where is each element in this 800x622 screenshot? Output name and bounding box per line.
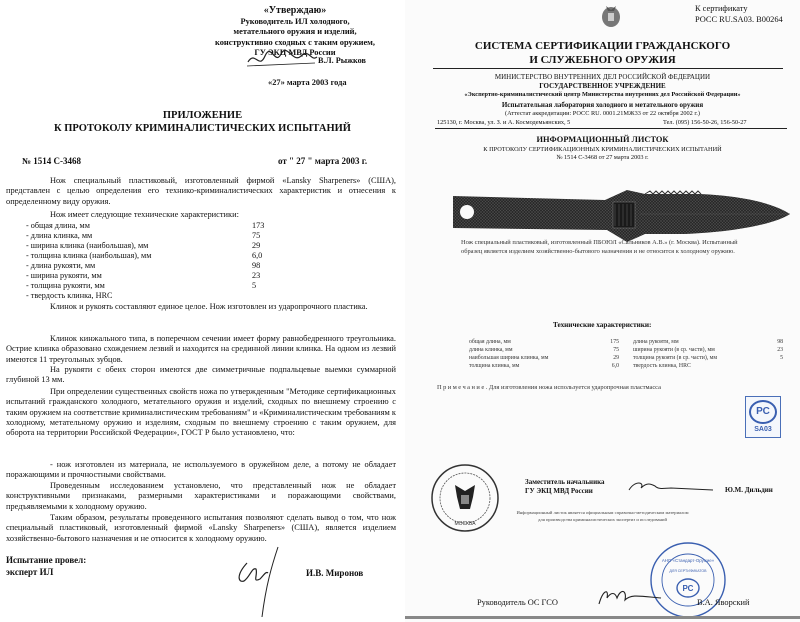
approval-line: Руководитель ИЛ холодного,: [240, 16, 350, 26]
approval-title: «Утверждаю»: [263, 5, 327, 16]
approval-line: конструктивно сходных с таким оружием,: [215, 37, 375, 47]
spec-value: 23: [777, 347, 783, 353]
head-signature-icon: [595, 584, 665, 610]
approval-signer: В.Л. Рыжков: [318, 56, 366, 65]
stamp-rs-symbol: РС: [682, 584, 694, 593]
spec-value: 6,0: [611, 363, 619, 369]
photo-caption-line-2: образец является изделием хозяйственно-бытового назначения и не относится к холодному оружию.: [461, 248, 735, 255]
expert-name: И.В. Миронов: [306, 568, 364, 578]
rs-mark-icon: РС: [749, 400, 777, 424]
spec-row: [469, 363, 619, 369]
institution-line: ГОСУДАРСТВЕННОЕ УЧРЕЖДЕНИЕ: [539, 82, 666, 90]
spec-row: [26, 291, 276, 300]
spec-label: толщина рукояти (в ср. части), мм: [633, 355, 717, 361]
certification-mark: [745, 396, 781, 438]
address-divider: [435, 128, 787, 129]
deputy-title-1: Заместитель начальника: [525, 478, 605, 486]
system-title: СИСТЕМА СЕРТИФИКАЦИИ ГРАЖДАНСКОГО: [474, 40, 731, 52]
center-line: «Экспертно-криминалистический центр Министерства внутренних дел Российской Федерации»: [464, 91, 741, 98]
note-text: . Для изготовления ножа используется ударопрочная пластмасса: [485, 384, 661, 391]
accreditation-line: (Аттестат аккредитации: РОСС RU. 0001.21МЖ33 от 22 октября 2002 г.): [505, 110, 700, 117]
certificate-number: РОСС RU.SA03. B00264: [695, 14, 783, 24]
spec-row: [26, 281, 276, 290]
protocol-number: № 1514 С-3468: [22, 156, 82, 166]
note-label: Примечание: [437, 384, 486, 391]
document-title: ПРИЛОЖЕНИЕ: [162, 110, 243, 121]
knife-photo: [445, 188, 795, 243]
spec-value: 75: [613, 347, 619, 353]
spec-row: [633, 363, 783, 369]
body-paragraph: Клинок кинжального типа, в поперечном сечении имеет форму равнобедренного треугольника. Острие клинка образовано схождением лезвий и находится на срединной линии клинка. На одном из лезвий имеются 11 треугольных зубцов.: [6, 334, 396, 364]
deputy-signature-icon: [625, 476, 715, 496]
spec-label: - ширина клинка (наибольшая), мм: [26, 241, 149, 250]
spec-row: [26, 231, 276, 240]
right-document-page: [405, 0, 800, 622]
spec-label: толщина клинка, мм: [469, 363, 520, 369]
address: 125130, г. Москва, ул. З. и А. Космодемьянских, 5: [437, 119, 571, 126]
specs-heading: Нож имеет следующие технические характеристики:: [50, 210, 239, 219]
body-paragraph: - нож изготовлен из материала, не используемого в оружейном деле, а потому не обладает поражающими и прочностными свойствами.: [6, 460, 396, 480]
expert-signature-icon: [232, 545, 292, 620]
deputy-title-2: ГУ ЭКЦ МВД России: [525, 487, 593, 495]
intro-paragraph: Нож специальный пластиковый, изготовленный фирмой «Lansky Sharpeners» (США), представлен с целью определения его технико-криминалистических характеристик и отнесения к определенному виду оружия.: [6, 176, 396, 206]
spec-row: [26, 271, 276, 280]
photo-caption-line-1: Нож специальный пластиковый, изготовленный ПБОЮЛ «Сальников А.В.» (г. Москва). Испытанный: [461, 239, 738, 246]
note: [437, 384, 661, 391]
spec-label: - длина клинка, мм: [26, 231, 93, 240]
conclusion-paragraph: Таким образом, результаты проведенного испытания позволяют сделать вывод о том, что нож специальный пластиковый, изготовленный фирмой «Lansky Sharpeners» (США), является изделием хозяйственно-бытового назначения и не относится к холодному оружию.: [6, 513, 396, 543]
coat-of-arms-icon: [600, 3, 622, 29]
spec-value: 29: [613, 355, 619, 361]
sheet-subtitle: К ПРОТОКОЛУ СЕРТИФИКАЦИОННЫХ КРИМИНАЛИСТИЧЕСКИХ ИСПЫТАНИЙ: [483, 146, 722, 153]
body-paragraph: Проведенным исследованием установлено, что представленный нож не обладает конструктивными признаками, размерными характеристиками и поражающими свойствами, предъявляемыми к холодному оружию.: [6, 481, 396, 511]
spec-row: [26, 221, 276, 230]
spec-value: 5: [252, 281, 257, 290]
approval-line: метательного оружия и изделий,: [233, 27, 357, 36]
body-paragraph: При определении существенных свойств ножа по утвержденным "Методике сертификационных испытаний гражданского холодного, метательного оружия и изделий, сходных по внешнему строению с таким оружием на соответствие криминалистическим требованиям" и «Криминалистическим требованиям к холодному, метательному оружию и изделиям, сходным по внешнему строению с таким оружием, для оборота на территории Российской Федерации», ГОСТ Р было установлено, что:: [6, 387, 396, 438]
body-paragraph: На рукояти с обеих сторон имеются две симметричные подпальцевые выемки суммарной глубиной 13 мм.: [6, 365, 396, 385]
ministry-line: МИНИСТЕРСТВО ВНУТРЕННИХ ДЕЛ РОССИЙСКОЙ ФЕДЕРАЦИИ: [494, 73, 711, 81]
sheet-title: ИНФОРМАЦИОННЫЙ ЛИСТОК: [536, 135, 669, 144]
spec-label: твердость клинка, HRC: [633, 363, 691, 369]
spec-label: - толщина рукояти, мм: [26, 281, 105, 290]
spec-value: 175: [610, 339, 619, 345]
spec-value: 23: [252, 271, 261, 280]
spec-row: [633, 339, 783, 345]
info-note-line-2: для производства криминалистических экспертиз и исследований: [538, 517, 667, 522]
lab-line: Испытательная лаборатория холодного и метательного оружия: [501, 101, 704, 109]
spec-label: - твердость клинка, HRC: [26, 291, 113, 300]
system-subtitle: И СЛУЖЕБНОГО ОРУЖИЯ: [529, 54, 676, 66]
right-specs-heading: Технические характеристики:: [553, 321, 652, 329]
spec-value: 173: [252, 221, 265, 230]
sheet-number: № 1514 С-3468 от 27 марта 2003 г.: [556, 154, 649, 161]
approval-signature-icon: [245, 48, 320, 70]
spec-label: ширина рукояти (в ср. части), мм: [633, 347, 715, 353]
certificate-reference: [695, 4, 783, 25]
bottom-edge: [405, 616, 800, 619]
protocol-date: от " 27 " марта 2003 г.: [278, 156, 368, 166]
spec-label: общая длина, мм: [469, 339, 511, 345]
header-divider: [433, 68, 783, 69]
spec-row: [633, 355, 783, 361]
seal-city: МОСКВА: [454, 521, 476, 527]
official-seal-icon: [430, 463, 500, 533]
spec-label: - толщина клинка (наибольшая), мм: [26, 251, 152, 260]
spec-value: 98: [252, 261, 261, 270]
spec-label: наибольшая ширина клинка, мм: [469, 355, 549, 361]
spec-label: длина клинка, мм: [469, 347, 513, 353]
approval-line: ГУ ЭКЦ МВД России: [254, 48, 336, 57]
spec-value: 75: [252, 231, 261, 240]
spec-value: 5: [780, 355, 783, 361]
spec-row: [26, 261, 276, 270]
spec-row: [633, 347, 783, 353]
spec-row: [26, 241, 276, 250]
spec-row: [469, 355, 619, 361]
phone: Тел. (095) 156-50-26, 156-50-27: [663, 119, 747, 126]
performed-by-label: Испытание провел:: [6, 555, 87, 565]
cert-mark-code: SA03: [754, 426, 772, 433]
head-title: Руководитель ОС ГСО: [477, 598, 558, 607]
head-name: В.А. Яворский: [697, 598, 750, 607]
spec-label: - ширина рукояти, мм: [26, 271, 102, 280]
stamp-org-name: АНО «Стандарт-Оружие»: [661, 558, 715, 563]
approval-date: «27» марта 2003 года: [268, 78, 347, 87]
spec-row: [26, 251, 276, 260]
stamp-inner-text: ДЛЯ СЕРТИФИКАТОВ: [669, 569, 707, 573]
spec-value: 98: [777, 339, 783, 345]
spec-row: [469, 339, 619, 345]
spec-value: 6,0: [252, 251, 263, 260]
expert-role: эксперт ИЛ: [6, 567, 54, 577]
document-subtitle: К ПРОТОКОЛУ КРИМИНАЛИСТИЧЕСКИХ ИСПЫТАНИЙ: [54, 123, 351, 134]
spec-row: [469, 347, 619, 353]
spec-value: 29: [252, 241, 261, 250]
info-note-line-1: Информационный листок является официальным справочно-методическим материалом: [516, 510, 689, 515]
deputy-name: Ю.М. Дильдин: [725, 486, 773, 494]
certificate-label: К сертификату: [695, 4, 748, 13]
spec-label: длина рукояти, мм: [633, 339, 679, 345]
body-paragraph: Клинок и рукоять составляют единое целое. Нож изготовлен из ударопрочного пластика.: [50, 302, 368, 311]
spec-label: - длина рукояти, мм: [26, 261, 96, 270]
spec-label: - общая длина, мм: [26, 221, 90, 230]
